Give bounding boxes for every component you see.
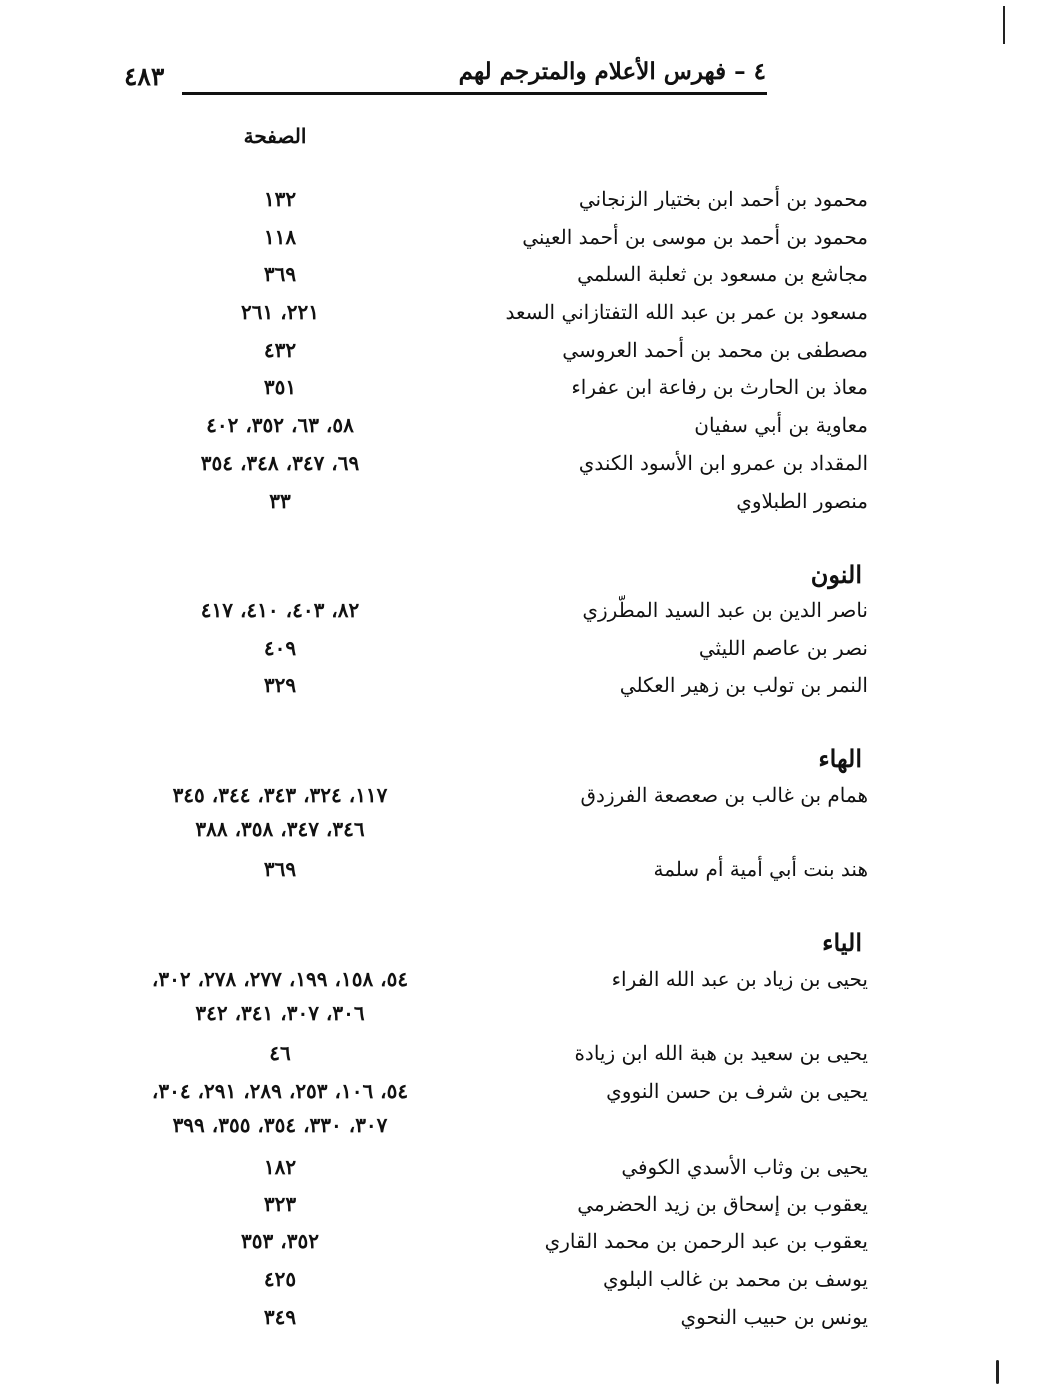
entry-pages-continued: ٣٤٦، ٣٤٧، ٣٥٨، ٣٨٨ [195,817,365,841]
index-entry [0,408,1038,442]
entry-pages: ٣٢٣ [263,1192,297,1216]
index-entry [0,1262,1038,1296]
entry-name: محمود بن أحمد ابن بختيار الزنجاني [578,187,868,211]
entry-pages: ٥٤، ١٥٨، ١٩٩، ٢٧٧، ٢٧٨، ٣٠٢، [151,967,409,991]
index-entry [0,631,1038,665]
index-entry [0,668,1038,702]
index-entry [0,1036,1038,1070]
entry-pages: ٣٦٩ [263,857,297,881]
entry-name: نصر بن عاصم الليثي [698,636,868,660]
entry-pages: ١١٧، ٣٢٤، ٣٤٣، ٣٤٤، ٣٤٥ [172,783,388,807]
entry-name: معاوية بن أبي سفيان [694,413,868,437]
entry-pages: ٥٨، ٦٣، ٣٥٢، ٤٠٢ [206,413,354,437]
index-entry [0,484,1038,518]
entry-name: يحيى بن شرف بن حسن النووي [606,1079,868,1103]
entry-pages-continued: ٣٠٦، ٣٠٧، ٣٤١، ٣٤٢ [195,1001,365,1025]
entry-pages: ٤٦ [269,1041,291,1065]
entry-pages: ١١٨ [263,225,297,249]
index-entry [0,962,1038,996]
entry-pages: ١٨٢ [263,1155,297,1179]
entry-pages: ٥٤، ١٠٦، ٢٥٣، ٢٨٩، ٢٩١، ٣٠٤، [151,1079,409,1103]
page-number: ٤٨٣ [124,62,165,91]
entry-name: النمر بن تولب بن زهير العكلي [619,673,868,697]
entry-pages: ٦٩، ٣٤٧، ٣٤٨، ٣٥٤ [200,451,360,475]
index-entry [0,1074,1038,1108]
index-entry [0,333,1038,367]
entry-pages: ٣٤٩ [263,1305,297,1329]
entry-pages: ٨٢، ٤٠٣، ٤١٠، ٤١٧ [200,598,360,622]
entry-name: مجاشع بن مسعود بن ثعلبة السلمي [577,262,868,286]
index-entry [0,1187,1038,1221]
entry-name: مسعود بن عمر بن عبد الله التفتازاني السعد [505,300,868,324]
page-column-header: الصفحة [243,124,307,148]
entry-name: يعقوب بن إسحاق بن زيد الحضرمي [577,1192,868,1216]
entry-pages: ٣٦٩ [263,262,297,286]
index-entry-continuation [0,1108,1038,1142]
index-entry [0,778,1038,812]
entry-pages: ٣٥١ [263,375,297,399]
entry-name: يوسف بن محمد بن غالب البلوي [603,1267,868,1291]
entry-name: ناصر الدين بن عبد السيد المطّرزي [582,598,868,622]
entry-pages-continued: ٣٠٧، ٣٣٠، ٣٥٤، ٣٥٥، ٣٩٩ [172,1113,388,1137]
index-entry [0,1224,1038,1258]
entry-name: منصور الطبلاوي [736,489,868,513]
entry-pages: ١٣٢ [263,187,297,211]
entry-name: المقداد بن عمرو ابن الأسود الكندي [578,451,868,475]
section-heading: النون [810,560,862,589]
entry-name: هند بنت أبي أمية أم سلمة [653,857,868,881]
entry-name: يعقوب بن عبد الرحمن بن محمد القاري [544,1229,868,1253]
entry-name: يحيى بن سعيد بن هبة الله ابن زيادة [574,1041,868,1065]
index-entry [0,257,1038,291]
entry-name: يونس بن حبيب النحوي [680,1305,868,1329]
index-entry [0,446,1038,480]
entry-name: معاذ بن الحارث بن رفاعة ابن عفراء [571,375,868,399]
entry-pages: ٤٠٩ [263,636,297,660]
running-head-title: ٤ – فهرس الأعلام والمترجم لهم [458,58,766,85]
entry-pages: ٢٢١، ٢٦١ [241,300,319,324]
index-entry-continuation [0,812,1038,846]
entry-pages: ٤٣٢ [263,338,297,362]
entry-name: محمود بن أحمد بن موسى بن أحمد العيني [522,225,868,249]
entry-name: همام بن غالب بن صعصعة الفرزدق [580,783,868,807]
entry-name: يحيى بن وثاب الأسدي الكوفي [621,1155,868,1179]
entry-pages: ٤٢٥ [263,1267,297,1291]
index-entry-continuation [0,996,1038,1030]
index-entry [0,1300,1038,1334]
entry-name: يحيى بن زياد بن عبد الله الفراء [611,967,868,991]
entry-pages: ٣٥٢، ٣٥٣ [241,1229,319,1253]
entry-pages: ٣٣ [269,489,291,513]
index-entry [0,370,1038,404]
index-entry [0,295,1038,329]
index-entry [0,852,1038,886]
section-heading: الهاء [818,744,862,773]
index-entry [0,220,1038,254]
index-entry [0,1150,1038,1184]
section-heading: الياء [822,928,862,957]
entry-name: مصطفى بن محمد بن أحمد العروسي [562,338,868,362]
index-entry [0,593,1038,627]
index-entry [0,182,1038,216]
entry-pages: ٣٢٩ [263,673,297,697]
